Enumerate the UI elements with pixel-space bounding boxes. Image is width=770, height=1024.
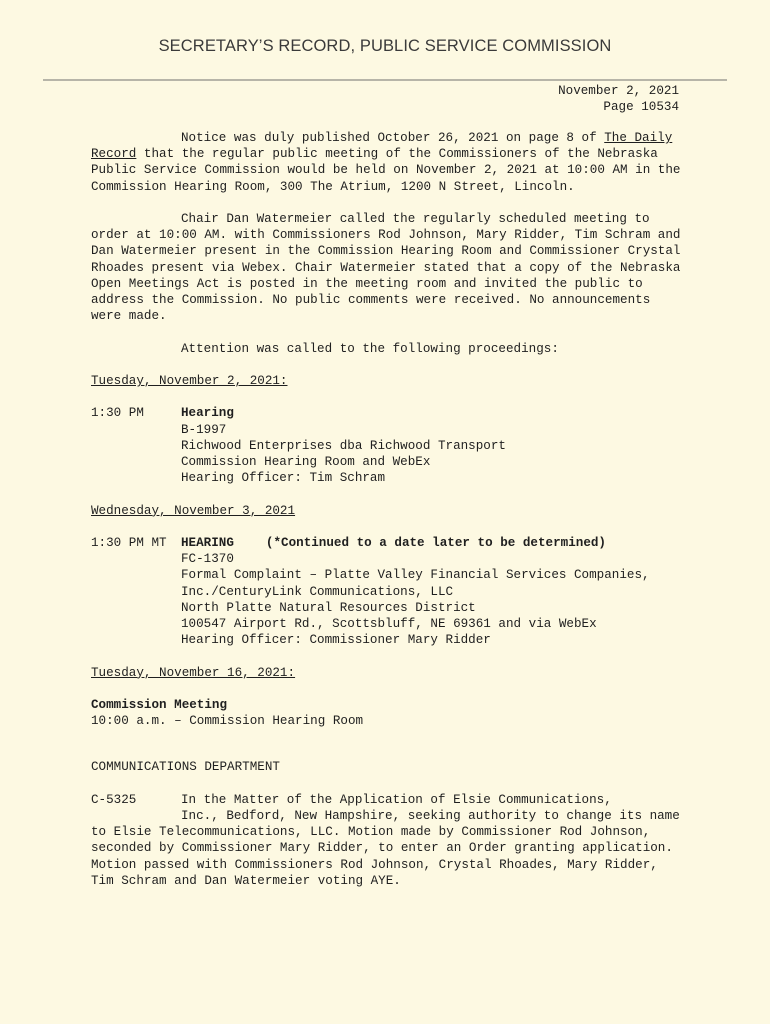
event-2-line: FC-1370	[181, 552, 234, 567]
event-2-time: 1:30 PM MT	[91, 535, 167, 550]
event-2-note: (*Continued to a date later to be determined)	[265, 535, 606, 550]
record-meta	[558, 83, 679, 115]
event-2-line: Hearing Officer: Commissioner Mary Ridder	[181, 633, 491, 648]
header-rule	[43, 79, 727, 81]
event-2-line: 100547 Airport Rd., Scottsbluff, NE 69361 and via WebEx	[181, 617, 597, 631]
event-1-time: 1:30 PM	[91, 406, 144, 421]
event-2-line: Formal Complaint – Platte Valley Financial Services Companies, Inc./CenturyLink Communications, LLC	[181, 568, 650, 599]
meeting-date: Tuesday, November 16, 2021:	[91, 665, 296, 680]
event-1-line: B-1997	[181, 422, 227, 437]
record-body	[91, 130, 683, 889]
event-1-date: Tuesday, November 2, 2021:	[91, 374, 288, 388]
meeting-detail: 10:00 a.m. – Commission Hearing Room	[91, 714, 364, 729]
publication-name: The Daily Record	[91, 131, 673, 162]
docket-text: Inc., Bedford, New Hampshire, seeking authority to change its name to Elsie Telecommunications, LLC. Motion made by Commissioner Rod Johnson, seconded by Commissioner Mary Ridder, to enter an Order granting application. Motion passed with Commissioners Rod Johnson, Crystal Rhoades, Mary Ridder, Tim Schram and Dan Watermeier voting AYE.	[91, 808, 680, 888]
page-header: SECRETARY’S RECORD, PUBLIC SERVICE COMMISSION	[158, 37, 612, 55]
docket-number: C-5325	[91, 792, 137, 807]
event-1-title: Hearing	[181, 406, 234, 421]
notice-post: that the regular public meeting of the Commissioners of the Nebraska Public Service Commission would be held on November 2, 2021 at 10:00 AM in the Commission Hearing Room, 300 The Atrium, 1200 N Street, Lincoln.	[91, 147, 681, 194]
notice-pre: Notice was duly published October 26, 2021 on page 8 of	[181, 131, 605, 145]
event-1	[91, 373, 683, 486]
docket-first-line: In the Matter of the Application of Elsie Communications,	[181, 792, 612, 807]
record-date: November 2, 2021	[558, 84, 679, 98]
docket-item	[91, 792, 683, 889]
event-1-line: Richwood Enterprises dba Richwood Transport	[181, 438, 506, 453]
notice-paragraph	[91, 130, 683, 195]
event-2-title: HEARING	[181, 535, 234, 550]
meeting	[91, 665, 683, 730]
department-heading: COMMUNICATIONS DEPARTMENT	[91, 760, 280, 775]
event-1-line: Commission Hearing Room and WebEx	[181, 455, 431, 469]
event-2	[91, 503, 683, 649]
attention-paragraph: Attention was called to the following proceedings:	[181, 341, 559, 356]
event-2-date: Wednesday, November 3, 2021	[91, 503, 296, 518]
event-1-line: Hearing Officer: Tim Schram	[181, 471, 386, 486]
page-number: Page 10534	[603, 100, 679, 115]
event-2-line: North Platte Natural Resources District	[181, 600, 476, 615]
meeting-title: Commission Meeting	[91, 697, 228, 712]
call-to-order-paragraph: Chair Dan Watermeier called the regularly scheduled meeting to order at 10:00 AM. with Commissioners Rod Johnson, Mary Ridder, Tim Schram and Dan Watermeier present in the Commission Hearing Room and Commissioner Crystal Rhoades present via Webex. Chair Watermeier stated that a copy of the Nebraska Open Meetings Act is posted in the meeting room and invited the public to address the Commission. No public comments were received. No announcements were made.	[91, 212, 681, 324]
